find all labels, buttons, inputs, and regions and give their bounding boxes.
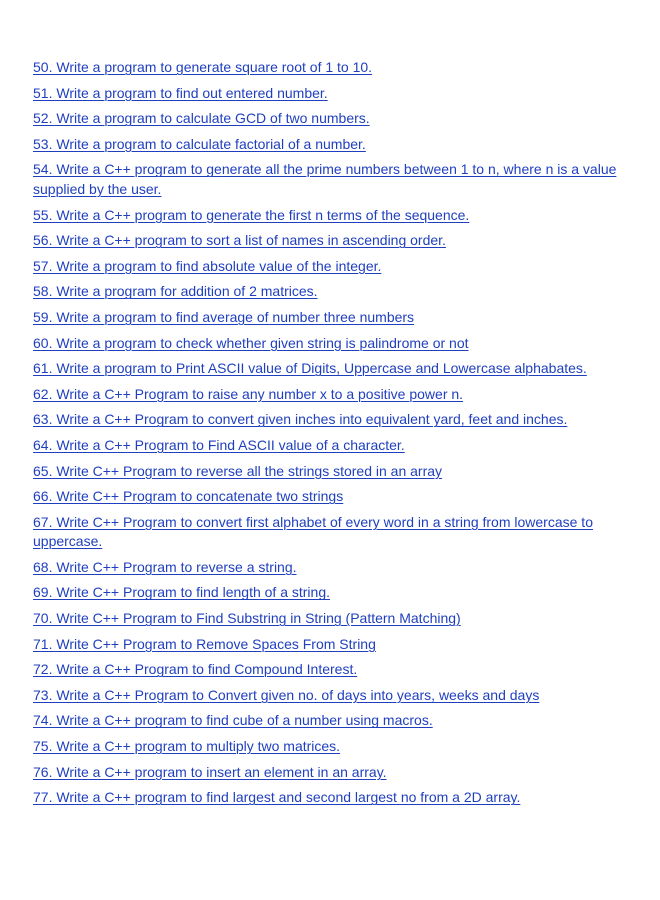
- program-list: [33, 58, 633, 814]
- list-item-58[interactable]: 58. Write a program for addition of 2 matrices.: [33, 283, 318, 300]
- list-item-68[interactable]: 68. Write C++ Program to reverse a string.: [33, 558, 297, 575]
- list-item-67[interactable]: 67. Write C++ Program to convert first alphabet of every word in a string from lowercase to uppercase.: [33, 513, 593, 550]
- list-item-59[interactable]: 59. Write a program to find average of number three numbers: [33, 308, 415, 325]
- list-item-65[interactable]: 65. Write C++ Program to reverse all the strings stored in an array: [33, 462, 443, 479]
- list-item-63[interactable]: 63. Write a C++ Program to convert given inches into equivalent yard, feet and inches.: [33, 411, 568, 428]
- list-item-69[interactable]: 69. Write C++ Program to find length of a string.: [33, 584, 331, 601]
- list-item-66[interactable]: 66. Write C++ Program to concatenate two strings: [33, 488, 344, 505]
- list-item-52[interactable]: 52. Write a program to calculate GCD of two numbers.: [33, 110, 370, 127]
- list-item-57[interactable]: 57. Write a program to find absolute value of the integer.: [33, 257, 382, 274]
- list-item-60[interactable]: 60. Write a program to check whether given string is palindrome or not: [33, 334, 469, 351]
- list-item-76[interactable]: 76. Write a C++ program to insert an element in an array.: [33, 763, 387, 780]
- list-item-64[interactable]: 64. Write a C++ Program to Find ASCII value of a character.: [33, 436, 405, 453]
- list-item-72[interactable]: 72. Write a C++ Program to find Compound Interest.: [33, 661, 358, 678]
- list-item-73[interactable]: 73. Write a C++ Program to Convert given no. of days into years, weeks and days: [33, 686, 540, 703]
- list-item-77[interactable]: 77. Write a C++ program to find largest and second largest no from a 2D array.: [33, 789, 521, 806]
- list-item-51[interactable]: 51. Write a program to find out entered number.: [33, 84, 328, 101]
- list-item-50[interactable]: 50. Write a program to generate square root of 1 to 10.: [33, 59, 373, 75]
- list-item-70[interactable]: 70. Write C++ Program to Find Substring in String (Pattern Matching): [33, 610, 461, 627]
- list-item-62[interactable]: 62. Write a C++ Program to raise any number x to a positive power n.: [33, 385, 464, 402]
- list-item-54[interactable]: 54. Write a C++ program to generate all the prime numbers between 1 to n, where n is a value supplied by the user.: [33, 161, 617, 197]
- list-item-71[interactable]: 71. Write C++ Program to Remove Spaces From String: [33, 635, 376, 652]
- list-item-56[interactable]: 56. Write a C++ program to sort a list of names in ascending order.: [33, 232, 446, 249]
- list-item-55[interactable]: 55. Write a C++ program to generate the first n terms of the sequence.: [33, 206, 470, 223]
- list-item-53[interactable]: 53. Write a program to calculate factorial of a number.: [33, 135, 366, 152]
- list-item-74[interactable]: 74. Write a C++ program to find cube of a number using macros.: [33, 712, 433, 729]
- list-item-61[interactable]: 61. Write a program to Print ASCII value of Digits, Uppercase and Lowercase alphabates.: [33, 360, 587, 377]
- list-item-75[interactable]: 75. Write a C++ program to multiply two matrices.: [33, 738, 341, 755]
